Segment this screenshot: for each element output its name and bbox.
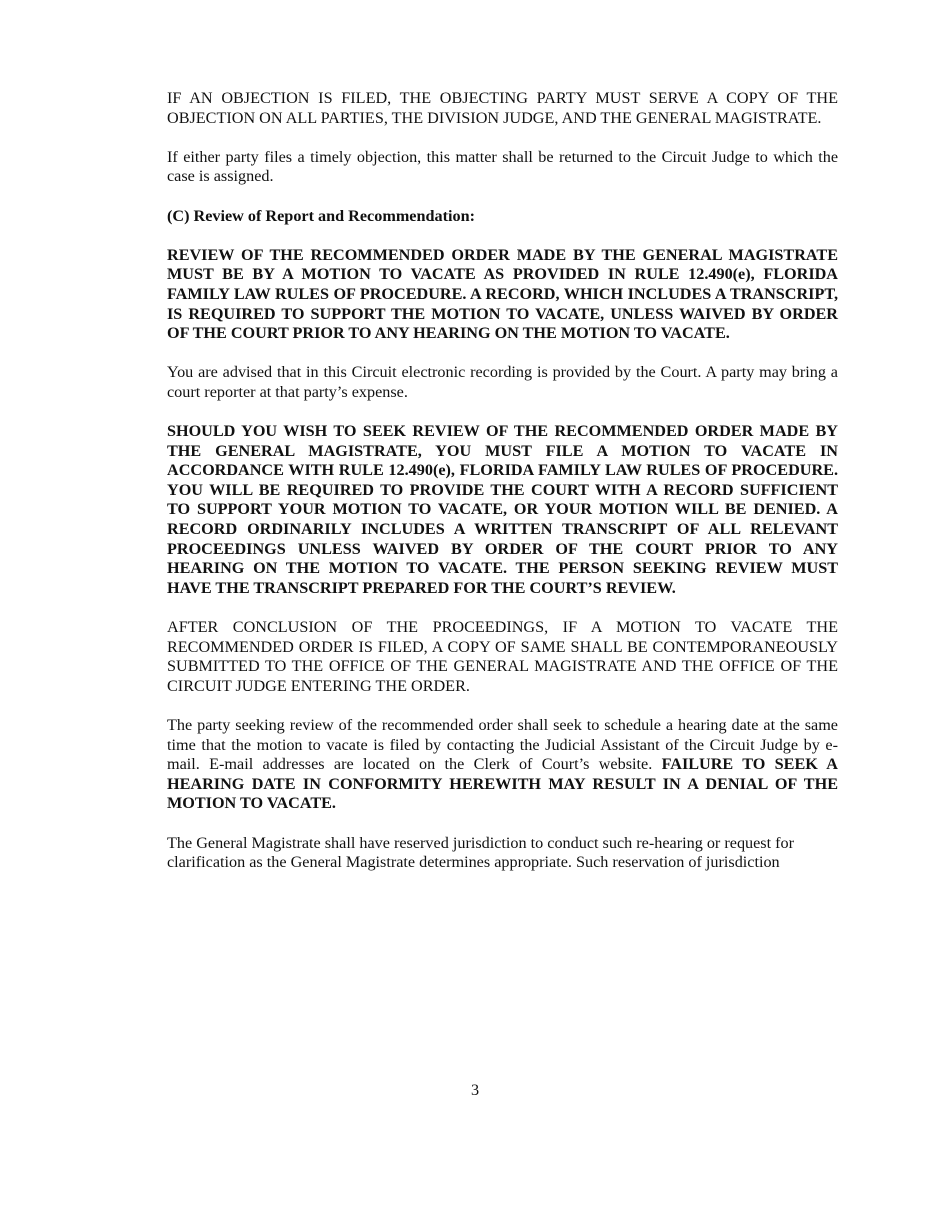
after-conclusion-paragraph: AFTER CONCLUSION OF THE PROCEEDINGS, IF A MOTION TO VACATE THE RECOMMENDED ORDER IS FILED, A COPY OF SAME SHALL BE CONTEMPORANEOUSLY SUBMITTED TO THE OFFICE OF THE GENERAL MAGISTRATE AND THE OFFICE OF THE CIRCUIT JUDGE ENTERING THE ORDER. bbox=[167, 618, 838, 695]
review-motion-paragraph: REVIEW OF THE RECOMMENDED ORDER MADE BY THE GENERAL MAGISTRATE MUST BE BY A MOTION TO VACATE AS PROVIDED IN RULE 12.490(e), FLORIDA FAMILY LAW RULES OF PROCEDURE. A RECORD, WHICH INCLUDES A TRANSCRIPT, IS REQUIRED TO SUPPORT THE MOTION TO VACATE, UNLESS WAIVED BY ORDER OF THE COURT PRIOR TO ANY HEARING ON THE MOTION TO VACATE. bbox=[167, 245, 838, 343]
document-page bbox=[167, 89, 838, 892]
page-number: 3 bbox=[470, 1081, 480, 1099]
hearing-date-paragraph bbox=[167, 716, 838, 814]
hearing-date-warning: FAILURE TO SEEK A HEARING DATE IN CONFORMITY HEREWITH MAY RESULT IN A DENIAL OF THE MOTION TO VACATE. bbox=[167, 755, 838, 813]
jurisdiction-paragraph: The General Magistrate shall have reserved jurisdiction to conduct such re-hearing or request for clarification as the General Magistrate determines appropriate. Such reservation of jurisdiction bbox=[167, 833, 795, 872]
hearing-date-text: The party seeking review of the recommended order shall seek to schedule a hearing date at the same time that the motion to vacate is filed by contacting the Judicial Assistant of the Circuit Judge by e-mail. E-mail addresses are located on the Clerk of Court’s website. bbox=[167, 716, 838, 774]
recording-paragraph: You are advised that in this Circuit electronic recording is provided by the Court. A party may bring a court reporter at that party’s expense. bbox=[167, 363, 838, 401]
section-heading: (C) Review of Report and Recommendation: bbox=[167, 206, 475, 225]
timely-objection-paragraph: If either party files a timely objection, this matter shall be returned to the Circuit Judge to which the case is assigned. bbox=[167, 147, 838, 186]
seek-review-paragraph: SHOULD YOU WISH TO SEEK REVIEW OF THE RECOMMENDED ORDER MADE BY THE GENERAL MAGISTRATE, YOU MUST FILE A MOTION TO VACATE IN ACCORDANCE WITH RULE 12.490(e), FLORIDA FAMILY LAW RULES OF PROCEDURE. YOU WILL BE REQUIRED TO PROVIDE THE COURT WITH A RECORD SUFFICIENT TO SUPPORT YOUR MOTION TO VACATE, OR YOUR MOTION WILL BE DENIED. A RECORD ORDINARILY INCLUDES A WRITTEN TRANSCRIPT OF ALL RELEVANT PROCEEDINGS UNLESS WAIVED BY ORDER OF THE COURT PRIOR TO ANY HEARING ON THE MOTION TO VACATE. THE PERSON SEEKING REVIEW MUST HAVE THE TRANSCRIPT PREPARED FOR THE COURT’S REVIEW. bbox=[167, 422, 838, 597]
objection-service-paragraph: IF AN OBJECTION IS FILED, THE OBJECTING PARTY MUST SERVE A COPY OF THE OBJECTION ON ALL PARTIES, THE DIVISION JUDGE, AND THE GENERAL MAGISTRATE. bbox=[167, 89, 838, 127]
